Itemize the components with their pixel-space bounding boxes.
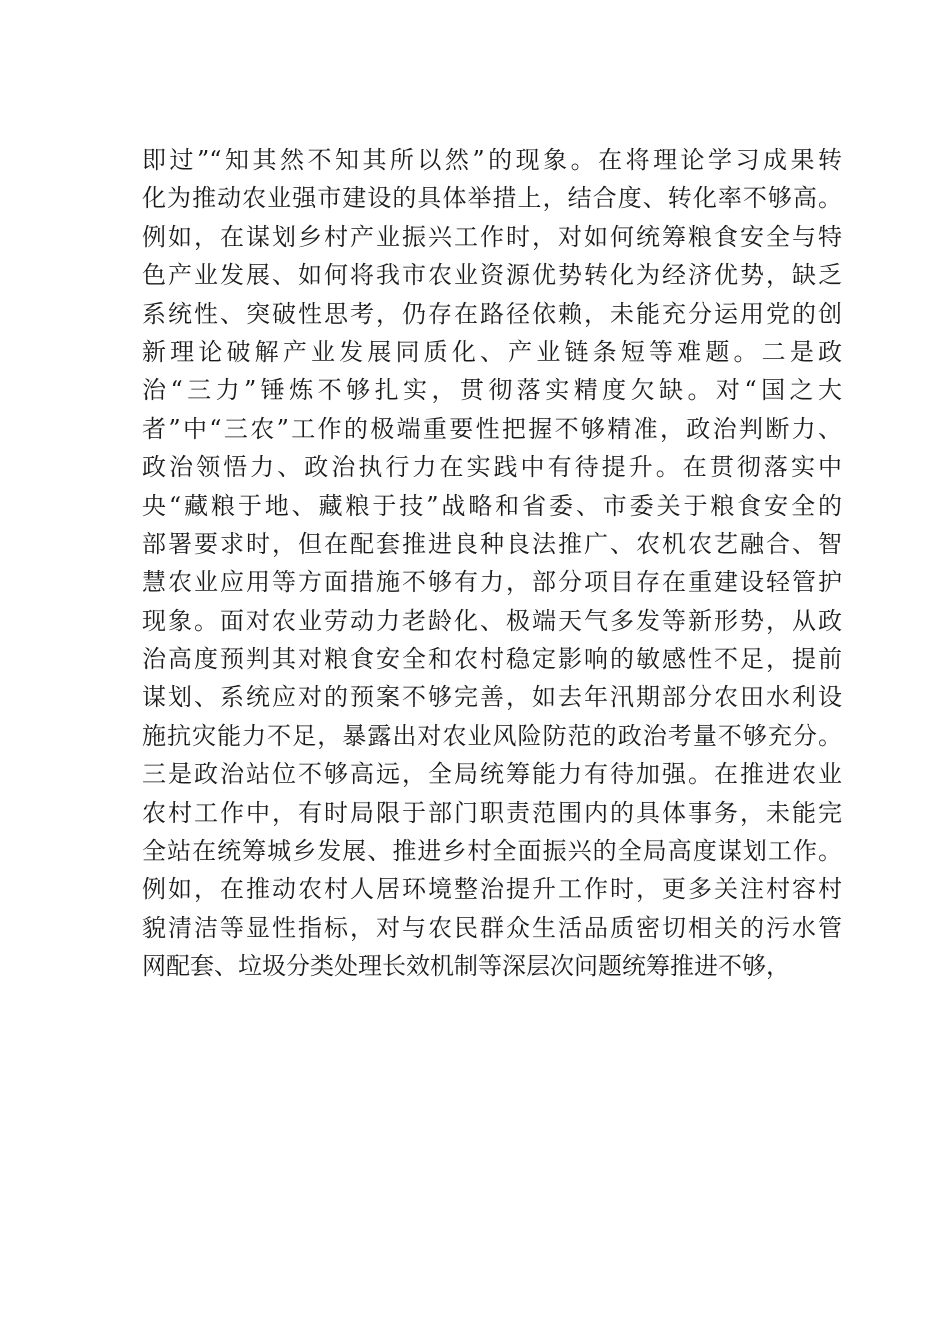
text-line: 貌清洁等显性指标，对与农民群众生活品质密切相关的污水管: [142, 913, 842, 942]
text-line: 系统性、突破性思考，仍存在路径依赖，未能充分运用党的创: [142, 299, 842, 328]
text-line: 部署要求时，但在配套推进良种良法推广、农机农艺融合、智: [142, 529, 842, 558]
text-line: 施抗灾能力不足，暴露出对农业风险防范的政治考量不够充分。: [142, 721, 842, 750]
text-line: 化为推动农业强市建设的具体举措上，结合度、转化率不够高。: [142, 184, 842, 213]
text-line: 政治领悟力、政治执行力在实践中有待提升。在贯彻落实中: [142, 453, 842, 482]
text-line: 例如，在推动农村人居环境整治提升工作时，更多关注村容村: [142, 875, 842, 904]
text-line: 谋划、系统应对的预案不够完善，如去年汛期部分农田水利设: [142, 683, 842, 712]
text-line: 治“三力”锤炼不够扎实，贯彻落实精度欠缺。对“国之大: [142, 376, 842, 405]
text-line: 新理论破解产业发展同质化、产业链条短等难题。二是政: [142, 337, 842, 366]
text-line: 网配套、垃圾分类处理长效机制等深层次问题统筹推进不够，: [142, 952, 790, 981]
text-line: 农村工作中，有时局限于部门职责范围内的具体事务，未能完: [142, 798, 842, 827]
text-line: 央“藏粮于地、藏粮于技”战略和省委、市委关于粮食安全的: [142, 491, 842, 520]
text-line: 慧农业应用等方面措施不够有力，部分项目存在重建设轻管护: [142, 568, 842, 597]
text-line: 全站在统筹城乡发展、推进乡村全面振兴的全局高度谋划工作。: [142, 837, 842, 866]
text-line: 色产业发展、如何将我市农业资源优势转化为经济优势，缺乏: [142, 261, 842, 290]
text-line: 治高度预判其对粮食安全和农村稳定影响的敏感性不足，提前: [142, 645, 842, 674]
text-line: 即过”“知其然不知其所以然”的现象。在将理论学习成果转: [142, 146, 842, 174]
text-line: 者”中“三农”工作的极端重要性把握不够精准，政治判断力、: [142, 414, 842, 443]
text-line: 三是政治站位不够高远，全局统筹能力有待加强。在推进农业: [142, 760, 842, 789]
text-line: 例如，在谋划乡村产业振兴工作时，对如何统筹粮食安全与特: [142, 222, 842, 251]
body-paragraph: [142, 141, 842, 986]
text-line: 现象。面对农业劳动力老龄化、极端天气多发等新形势，从政: [142, 606, 842, 635]
